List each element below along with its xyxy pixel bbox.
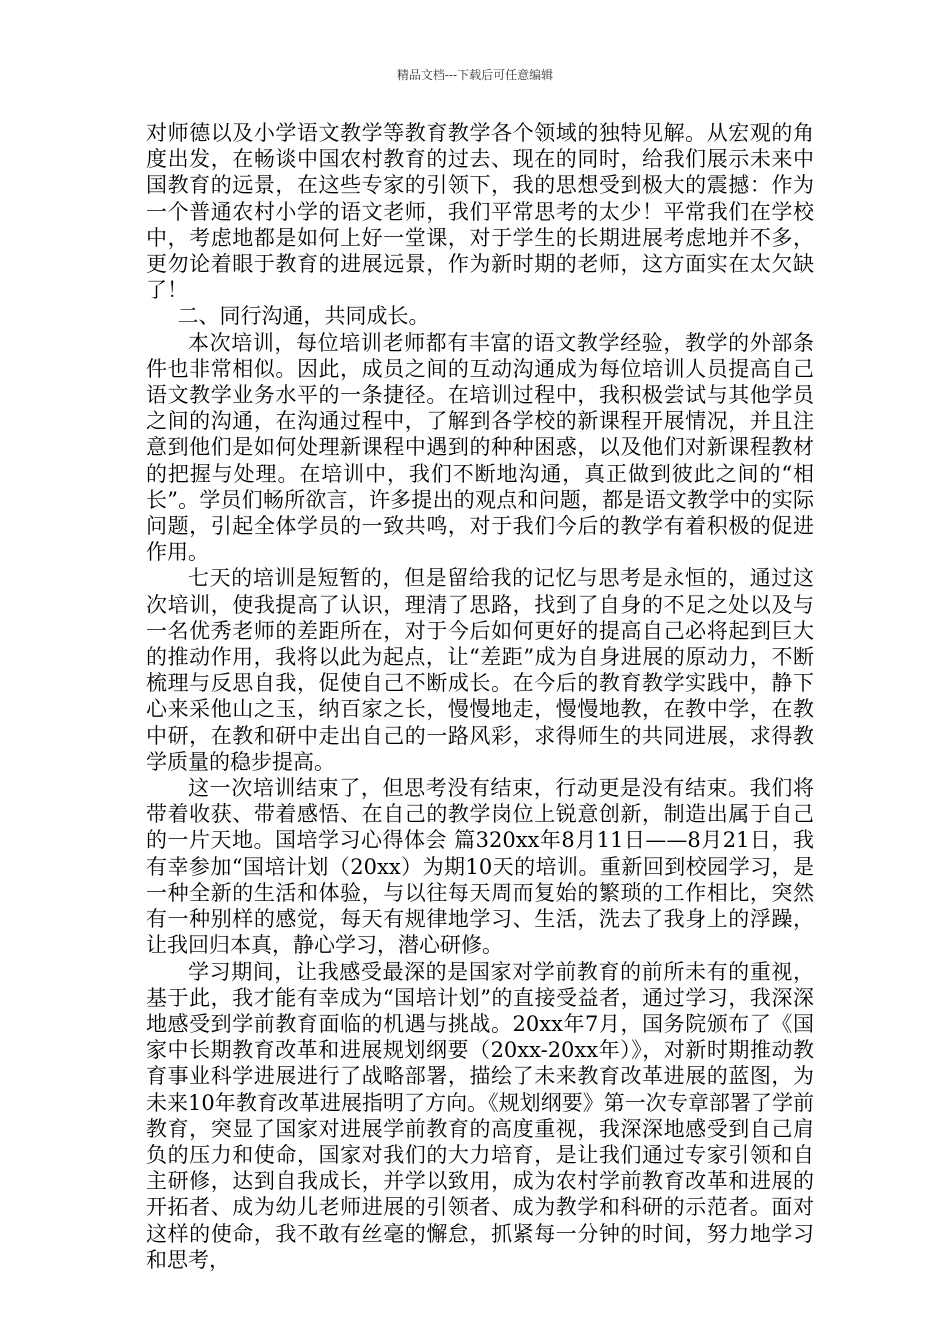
paragraph-2: 本次培训，每位培训老师都有丰富的语文教学经验，教学的外部条件也非常相似。因此，成员之间的互动沟通成为每位培训人员提高自己语文教学业务水平的一条捷径。在培训过程中，我积极尝试与其他学员之间的沟通，在沟通过程中，了解到各学校的新课程开展情况，并且注意到他们是如何处理新课程中遇到的种种困惑，以及他们对新课程教材的把握与处理。在培训中，我们不断地沟通，真正做到彼此之间的“相长”。学员们畅所欲言，许多提出的观点和问题，都是语文教学中的实际问题，引起全体学员的一致共鸣，对于我们今后的教学有着积极的促进作用。 [146,330,814,565]
paragraph-1: 对师德以及小学语文教学等教育教学各个领域的独特见解。从宏观的角度出发，在畅谈中国农村教育的过去、现在的同时，给我们展示未来中国教育的远景，在这些专家的引领下，我的思想受到极大的震撼：作为一个普通农村小学的语文老师，我们平常思考的太少！平常我们在学校中，考虑地都是如何上好一堂课，对于学生的长期进展考虑地并不多，更勿论着眼于教育的进展远景，作为新时期的老师，这方面实在太欠缺了！ [146,121,814,303]
paragraph-5: 学习期间，让我感受最深的是国家对学前教育的前所未有的重视，基于此，我才能有幸成为“国培计划”的直接受益者，通过学习，我深深地感受到学前教育面临的机遇与挑战。20xx年7月，国务院颁布了《国家中长期教育改革和进展规划纲要（20xx-20xx年）》，对新时期推动教育事业科学进展进行了战略部署，描绘了未来教育改革进展的蓝图，为未来10年教育改革进展指明了方向。《规划纲要》第一次专章部署了学前教育，突显了国家对进展学前教育的高度重视，我深深地感受到自己肩负的压力和使命，国家对我们的大力培育，是让我们通过专家引领和自主研修，达到自我成长，并学以致用，成为农村学前教育改革和进展的开拓者、成为幼儿老师进展的引领者、成为教学和科研的示范者。面对这样的使命，我不敢有丝毫的懈怠，抓紧每一分钟的时间，努力地学习和思考， [146,959,814,1272]
paragraph-3: 七天的培训是短暂的，但是留给我的记忆与思考是永恒的，通过这次培训，使我提高了认识，理清了思路，找到了自身的不足之处以及与一名优秀老师的差距所在，对于今后如何更好的提高自己必将起到巨大的推动作用，我将以此为起点，让“差距”成为自身进展的原动力，不断梳理与反思自我，促使自己不断成长。在今后的教育教学实践中，静下心来采他山之玉，纳百家之长，慢慢地走，慢慢地教，在教中学，在教中研，在教和研中走出自己的一路风彩，求得师生的共同进展，求得教学质量的稳步提高。 [146,566,814,774]
page-header: 精品文档---下载后可任意编辑 [396,68,554,82]
section-heading: 二、同行沟通，共同成长。 [177,304,430,329]
document-body [146,120,814,1273]
paragraph-4: 这一次培训结束了，但思考没有结束，行动更是没有结束。我们将带着收获、带着感悟、在自己的教学岗位上锐意创新，制造出属于自己的一片天地。国培学习心得体会 篇320xx年8月11日——8月21日，我有幸参加“国培计划（20xx）为期10天的培训。重新回到校园学习，是一种全新的生活和体验，与以往每天周而复始的繁琐的工作相比，突然有一种别样的感觉，每天有规律地学习、生活，洗去了我身上的浮躁，让我回归本真，静心学习，潜心研修。 [146,776,814,958]
